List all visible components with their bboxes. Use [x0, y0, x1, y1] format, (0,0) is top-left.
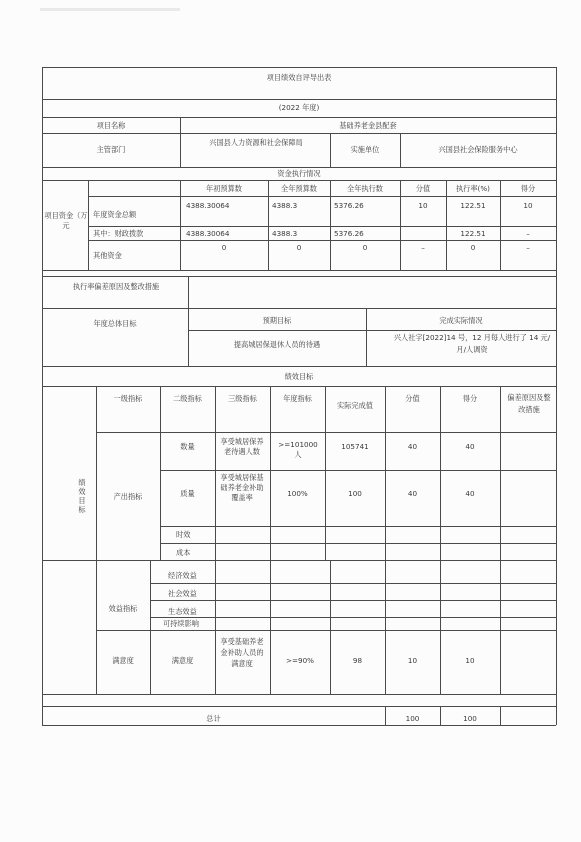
perf-header: 二级指标	[173, 394, 202, 403]
rule	[446, 180, 447, 270]
rule	[88, 196, 556, 197]
output-indicator-label: 产出指标	[113, 492, 143, 501]
form-year: (2022 年度)	[278, 103, 320, 112]
total-full: 100	[405, 714, 420, 723]
satisfaction-label: 满意度	[112, 656, 134, 665]
target-cell: >=101000人	[278, 440, 318, 459]
deviation-label: 执行率偏差原因及整改措施	[72, 282, 160, 291]
perf-header: 三级指标	[228, 394, 257, 403]
funds-header: 全年执行数	[347, 184, 383, 193]
rule	[96, 560, 97, 694]
actual-result-label: 完成实际情况	[439, 316, 483, 325]
rule	[150, 617, 556, 618]
rule	[42, 167, 556, 168]
level3-cell: 享受城居保养老待遇人数	[220, 437, 264, 456]
dept-value: 兴国县人力资源和社会保障局	[209, 138, 303, 147]
score-cell: 40	[465, 489, 475, 498]
perf-header: 一级指标	[113, 394, 143, 403]
effect-row: 可持续影响	[163, 619, 199, 628]
rule	[385, 560, 386, 694]
rule	[42, 308, 556, 309]
rule	[96, 386, 97, 560]
effect-row: 生态效益	[168, 607, 197, 616]
rule	[556, 67, 557, 725]
perf-header: 得分	[462, 394, 478, 403]
target-cell: >=90%	[285, 656, 315, 665]
project-name: 基础养老金县配套	[339, 121, 397, 130]
impl-label: 实施单位	[350, 145, 380, 154]
rule	[400, 180, 401, 270]
funds-cell: 10	[418, 201, 428, 210]
funds-cell: 4388.3	[272, 229, 298, 238]
rule	[96, 630, 556, 631]
level2-cell: 质量	[180, 489, 195, 498]
score-full-cell: 40	[407, 489, 418, 498]
rule	[42, 560, 556, 561]
rule	[160, 543, 556, 544]
rule	[42, 270, 556, 271]
actual-cell: 98	[352, 656, 363, 665]
rule	[42, 694, 556, 695]
total-label: 总计	[206, 714, 221, 723]
perf-header: 偏差原因及整改措施	[507, 393, 551, 414]
rule	[96, 432, 556, 433]
rule	[150, 560, 151, 694]
funds-cell: 5376.26	[334, 229, 364, 238]
funds-cell: 4388.30064	[186, 229, 230, 238]
funds-section-title: 资金执行情况	[277, 169, 321, 178]
funds-header: 执行率(%)	[455, 184, 490, 193]
project-name-label: 项目名称	[96, 121, 126, 130]
actual-cell: 100	[348, 489, 362, 498]
funds-group-label: 项目资金（万元	[44, 211, 88, 230]
rule	[330, 560, 331, 694]
rule	[440, 386, 441, 560]
funds-header: 分值	[415, 184, 431, 193]
funds-row-label: 其中：财政拨款	[93, 229, 144, 238]
funds-cell: –	[526, 243, 530, 252]
funds-header: 年初预算数	[206, 184, 242, 193]
score-full-cell: 40	[407, 442, 418, 451]
rule	[270, 560, 271, 694]
rule	[500, 560, 501, 694]
funds-header: 全年预算数	[281, 184, 317, 193]
rule	[180, 117, 181, 167]
score-cell: 40	[465, 442, 475, 451]
effect-row: 社会效益	[168, 589, 197, 598]
score-cell: 10	[465, 656, 475, 665]
funds-cell: 0	[470, 243, 476, 252]
rule	[180, 180, 181, 270]
rule	[500, 180, 501, 270]
funds-cell: 10	[523, 201, 533, 210]
level2-cell: 成本	[176, 548, 191, 557]
expected-goal-label: 预期目标	[262, 316, 292, 325]
actual-cell: 105741	[341, 442, 369, 451]
rule	[160, 526, 556, 527]
funds-row-label: 其他资金	[93, 251, 122, 260]
rule	[270, 386, 271, 560]
overall-goal-label: 年度总体目标	[93, 319, 137, 328]
funds-header: 得分	[520, 184, 536, 193]
rule	[42, 99, 556, 100]
score-full-cell: 10	[407, 656, 418, 665]
level2-cell: 时效	[176, 530, 191, 539]
rule	[215, 560, 216, 694]
rule	[88, 226, 556, 227]
expected-goal: 提高城居保退休人员的待遇	[233, 340, 321, 349]
level3-cell: 享受基础养老金补助人员的满意度	[220, 637, 264, 668]
rule	[42, 725, 556, 726]
target-cell: 100%	[287, 489, 308, 498]
rule	[500, 386, 501, 560]
perf-side-label: 绩效目标	[78, 478, 86, 514]
rule	[42, 67, 556, 68]
funds-cell: –	[421, 243, 425, 252]
rule	[268, 180, 269, 270]
impl-value: 兴国县社会保险服务中心	[438, 145, 518, 154]
rule	[330, 180, 331, 270]
actual-result: 兴人社字[2022]14 号，12 月每人进行了 14 元/月/人调资	[393, 333, 551, 354]
perf-header: 分值	[405, 394, 420, 403]
perf-header: 年度指标	[283, 394, 312, 403]
funds-cell: 122.51	[460, 229, 486, 238]
funds-cell: 4388.3	[272, 201, 298, 210]
level2-cell: 满意度	[171, 656, 194, 665]
rule	[42, 67, 43, 725]
level3-cell: 享受城居保基础养老金补助覆盖率	[220, 473, 264, 502]
funds-cell: –	[526, 229, 530, 238]
rule	[42, 276, 556, 277]
rule	[88, 240, 556, 241]
rule	[440, 560, 441, 694]
funds-cell: 0	[362, 243, 368, 252]
rule	[325, 386, 326, 560]
rule	[42, 133, 556, 134]
rule	[88, 180, 89, 270]
funds-cell: 0	[296, 243, 302, 252]
performance-section-title: 绩效目标	[284, 372, 314, 381]
rule	[188, 276, 189, 308]
rule	[500, 706, 501, 725]
rule	[385, 386, 386, 560]
rule	[160, 386, 161, 560]
level2-cell: 数量	[180, 442, 195, 451]
effect-row: 经济效益	[168, 571, 197, 580]
effect-indicator-label: 效益指标	[108, 604, 138, 613]
rule	[42, 366, 556, 367]
rule	[42, 386, 556, 387]
funds-cell: 122.51	[460, 201, 486, 210]
scan-artifact	[40, 8, 180, 11]
rule	[42, 706, 556, 707]
funds-cell: 5376.26	[334, 201, 364, 210]
rule	[150, 600, 556, 601]
rule	[215, 386, 216, 560]
perf-header: 实际完成值	[337, 401, 373, 410]
dept-label: 主管部门	[96, 145, 126, 154]
funds-cell: 4388.30064	[186, 201, 230, 210]
rule	[160, 470, 556, 471]
rule	[150, 583, 556, 584]
rule	[188, 330, 556, 331]
form-title: 项目绩效自评导出表	[266, 73, 332, 82]
total-score: 100	[463, 714, 477, 723]
rule	[42, 180, 556, 181]
funds-row-label: 年度资金总额	[93, 210, 137, 219]
funds-cell: 0	[221, 243, 227, 252]
rule	[42, 117, 556, 118]
